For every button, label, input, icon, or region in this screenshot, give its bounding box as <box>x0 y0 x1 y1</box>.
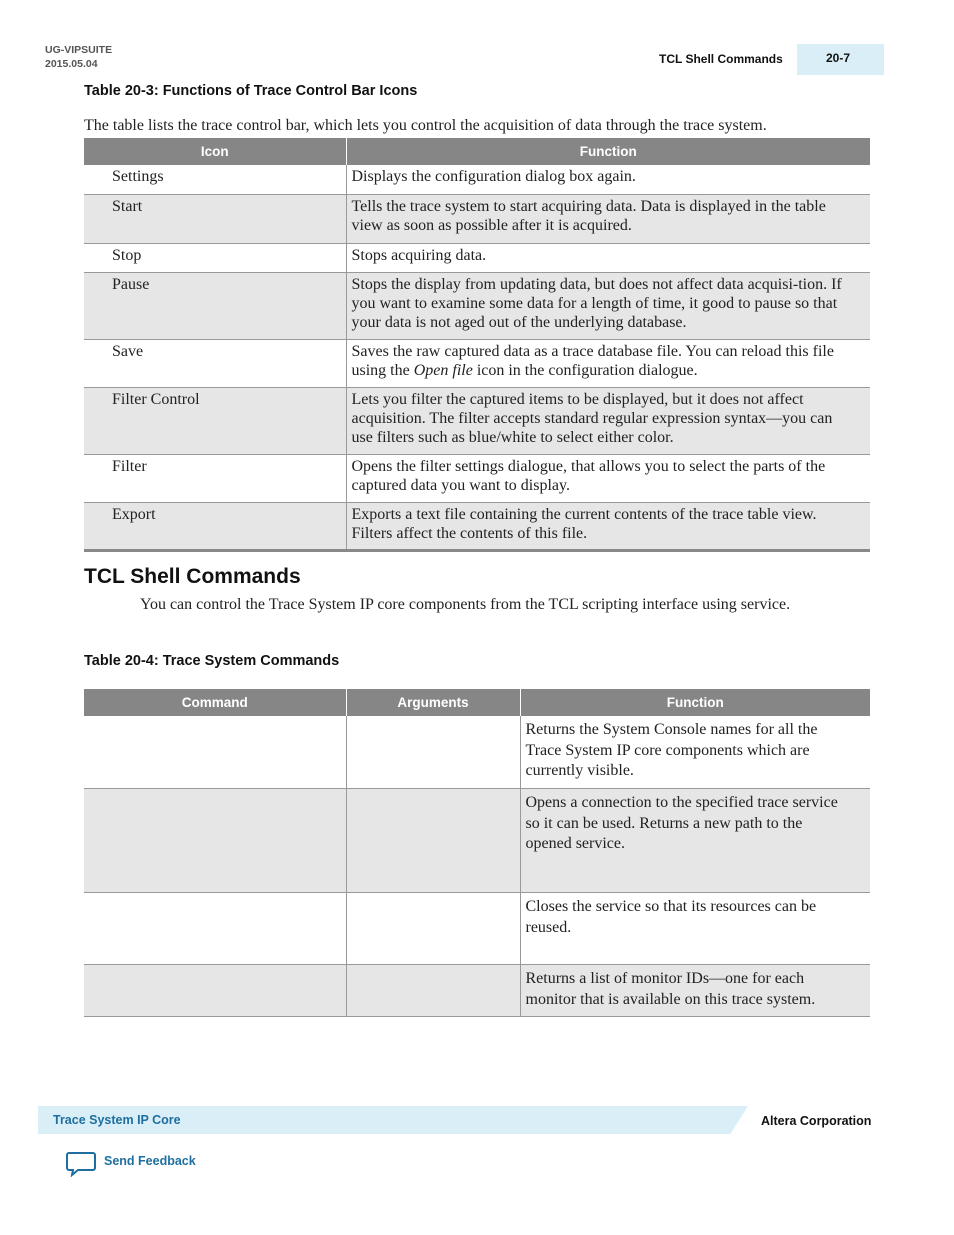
table-row <box>84 195 870 244</box>
function-text: Saves the raw captured data as a trace database file. You can reload this file using the <box>351 343 834 379</box>
function-cell: Returns the System Console names for all the Trace System IP core components which are currently visible. <box>520 716 870 789</box>
command-cell <box>84 789 346 893</box>
function-cell: Closes the service so that its resources can be reused. <box>520 893 870 965</box>
column-header-command: Command <box>84 689 346 716</box>
send-feedback-link[interactable]: Send Feedback <box>104 1154 196 1168</box>
table-row <box>84 789 870 893</box>
table-row <box>84 244 870 273</box>
function-cell: Stops acquiring data. <box>346 244 870 273</box>
trace-control-bar-table <box>84 138 870 552</box>
table3-caption: Table 20-3: Functions of Trace Control Bar Icons <box>84 83 418 99</box>
function-cell: Tells the trace system to start acquiring data. Data is displayed in the table view as soon as possible after it is acquired. <box>346 195 870 244</box>
footer-doc-title[interactable]: Trace System IP Core <box>53 1113 181 1127</box>
table-header-row <box>84 138 870 165</box>
function-cell: Exports a text file containing the current contents of the trace table view. Filters affect the contents of this file. <box>346 503 870 551</box>
table-header-row <box>84 689 870 716</box>
trace-system-commands-table <box>84 689 870 1017</box>
function-cell: Lets you filter the captured items to be displayed, but it does not affect acquisition. The filter accepts standard regular expression syntax—you can use filters such as blue/white to select either color. <box>346 388 870 455</box>
column-header-arguments: Arguments <box>346 689 520 716</box>
icon-cell: Stop <box>84 244 346 273</box>
arguments-cell <box>346 965 520 1017</box>
open-file-emphasis: Open file <box>413 362 473 379</box>
table4-caption: Table 20-4: Trace System Commands <box>84 653 340 669</box>
arguments-cell <box>346 789 520 893</box>
function-cell: Opens the filter settings dialogue, that allows you to select the parts of the captured data you want to display. <box>346 455 870 503</box>
table-row <box>84 965 870 1017</box>
table-row <box>84 893 870 965</box>
function-text: icon in the configuration dialogue. <box>472 362 698 379</box>
table3-intro: The table lists the trace control bar, which lets you control the acquisition of data through the trace system. <box>84 117 767 134</box>
section-intro: You can control the Trace System IP core components from the TCL scripting interface using service. <box>140 596 791 613</box>
function-cell: Displays the configuration dialog box again. <box>346 165 870 195</box>
table-row <box>84 273 870 340</box>
table-row <box>84 503 870 551</box>
icon-cell: Export <box>84 503 346 551</box>
table-row <box>84 165 870 195</box>
table-row <box>84 388 870 455</box>
doc-id-block <box>45 43 112 71</box>
icon-cell: Save <box>84 340 346 388</box>
column-header-function: Function <box>520 689 870 716</box>
function-cell <box>346 340 870 388</box>
table-row <box>84 455 870 503</box>
speech-bubble-icon[interactable] <box>66 1151 96 1182</box>
header-section-title: TCL Shell Commands <box>659 52 783 66</box>
command-cell <box>84 716 346 789</box>
function-cell: Returns a list of monitor IDs—one for each monitor that is available on this trace system. <box>520 965 870 1017</box>
arguments-cell <box>346 716 520 789</box>
column-header-function: Function <box>346 138 870 165</box>
icon-cell: Filter <box>84 455 346 503</box>
function-cell: Opens a connection to the specified trace service so it can be used. Returns a new path to the opened service. <box>520 789 870 893</box>
table-row <box>84 340 870 388</box>
command-cell <box>84 965 346 1017</box>
section-title: TCL Shell Commands <box>84 565 301 588</box>
table-row <box>84 716 870 789</box>
arguments-cell <box>346 893 520 965</box>
page-number: 20-7 <box>826 51 851 65</box>
icon-cell: Filter Control <box>84 388 346 455</box>
doc-date: 2015.05.04 <box>45 58 98 70</box>
function-cell: Stops the display from updating data, but does not affect data acquisi-tion. If you want to examine some data for a length of time, it good to pause so that your data is not aged out of the underlying database. <box>346 273 870 340</box>
footer-company: Altera Corporation <box>761 1114 872 1128</box>
command-cell <box>84 893 346 965</box>
doc-id: UG-VIPSUITE <box>45 44 113 56</box>
icon-cell: Settings <box>84 165 346 195</box>
column-header-icon: Icon <box>84 138 346 165</box>
icon-cell: Start <box>84 195 346 244</box>
icon-cell: Pause <box>84 273 346 340</box>
